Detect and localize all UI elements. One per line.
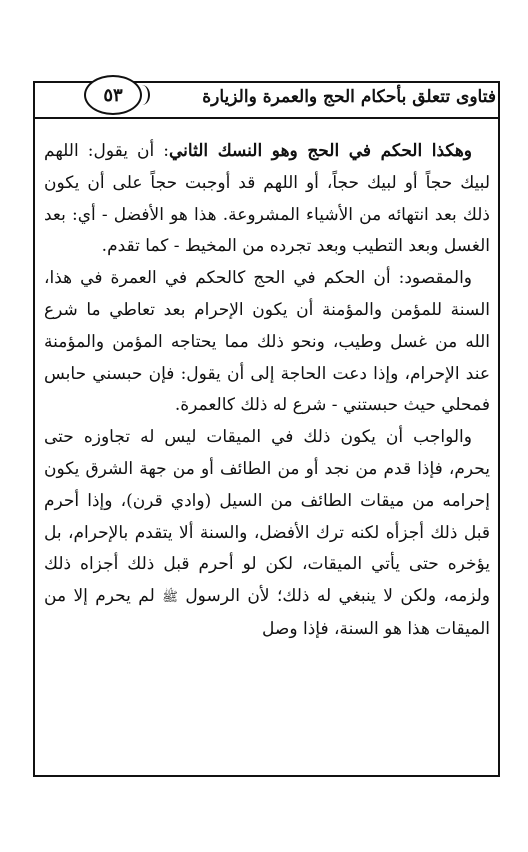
paragraph-1	[44, 136, 490, 263]
paragraph-2	[44, 263, 490, 422]
paragraph-3	[44, 422, 490, 646]
paragraph-2-text: والمقصود: أن الحكم في الحج كالحكم في العمرة في هذا، السنة للمؤمن والمؤمنة أن يكون الإحرام بعد تعاطي ما شرع الله من غسل وطيب، ونحو ذلك مما يحتاجه المؤمن والمؤمنة عند الإحرام، وإذا دعت الحاجة إلى أن يقول: فإن حبسني حابس فمحلي حيث حبستني - شرع له ذلك كالعمرة.	[44, 268, 490, 416]
page-body	[44, 136, 490, 646]
header-divider	[33, 117, 500, 119]
paragraph-1-lead: وهكذا الحكم في الحج وهو النسك الثاني	[169, 141, 472, 161]
page-number: ٥٣	[103, 84, 123, 106]
running-title: فتاوى تتعلق بأحكام الحج والعمرة والزيارة	[202, 87, 496, 107]
honorific-glyph: ﷺ	[162, 590, 178, 606]
page-number-badge	[84, 75, 142, 115]
paragraph-3-text: والواجب أن يكون ذلك في الميقات ليس له تجاوزه حتى يحرم، فإذا قدم من نجد أو من الطائف أو من جهة الشرق يكون إحرامه من ميقات الطائف من السيل (وادي قرن)، وإذا أحرم قبل ذلك أجزأه لكنه ترك الأفضل، والسنة ألا يتقدم بالإحرام، بل يؤخره حتى يأتي الميقات، لكن لو أحرم قبل ذلك أجزاه ذلك ولزمه، ولكن لا ينبغي له ذلك؛ لأن الرسول	[44, 427, 490, 607]
paragraph-3-tail: لم يحرم إلا من الميقات هذا هو السنة، فإذا وصل	[44, 586, 490, 639]
page-header	[33, 81, 500, 125]
paragraph-1-text: : أن يقول: اللهم لبيك حجاً أو لبيك حجاً، أو اللهم قد أوجبت حجاً على أن يكون ذلك بعد انتهائه من الأشياء المشروعة. هذا هو الأفضل - أي: بعد الغسل وبعد التطيب وبعد تجرده من المخيط - كما تقدم.	[44, 141, 490, 257]
